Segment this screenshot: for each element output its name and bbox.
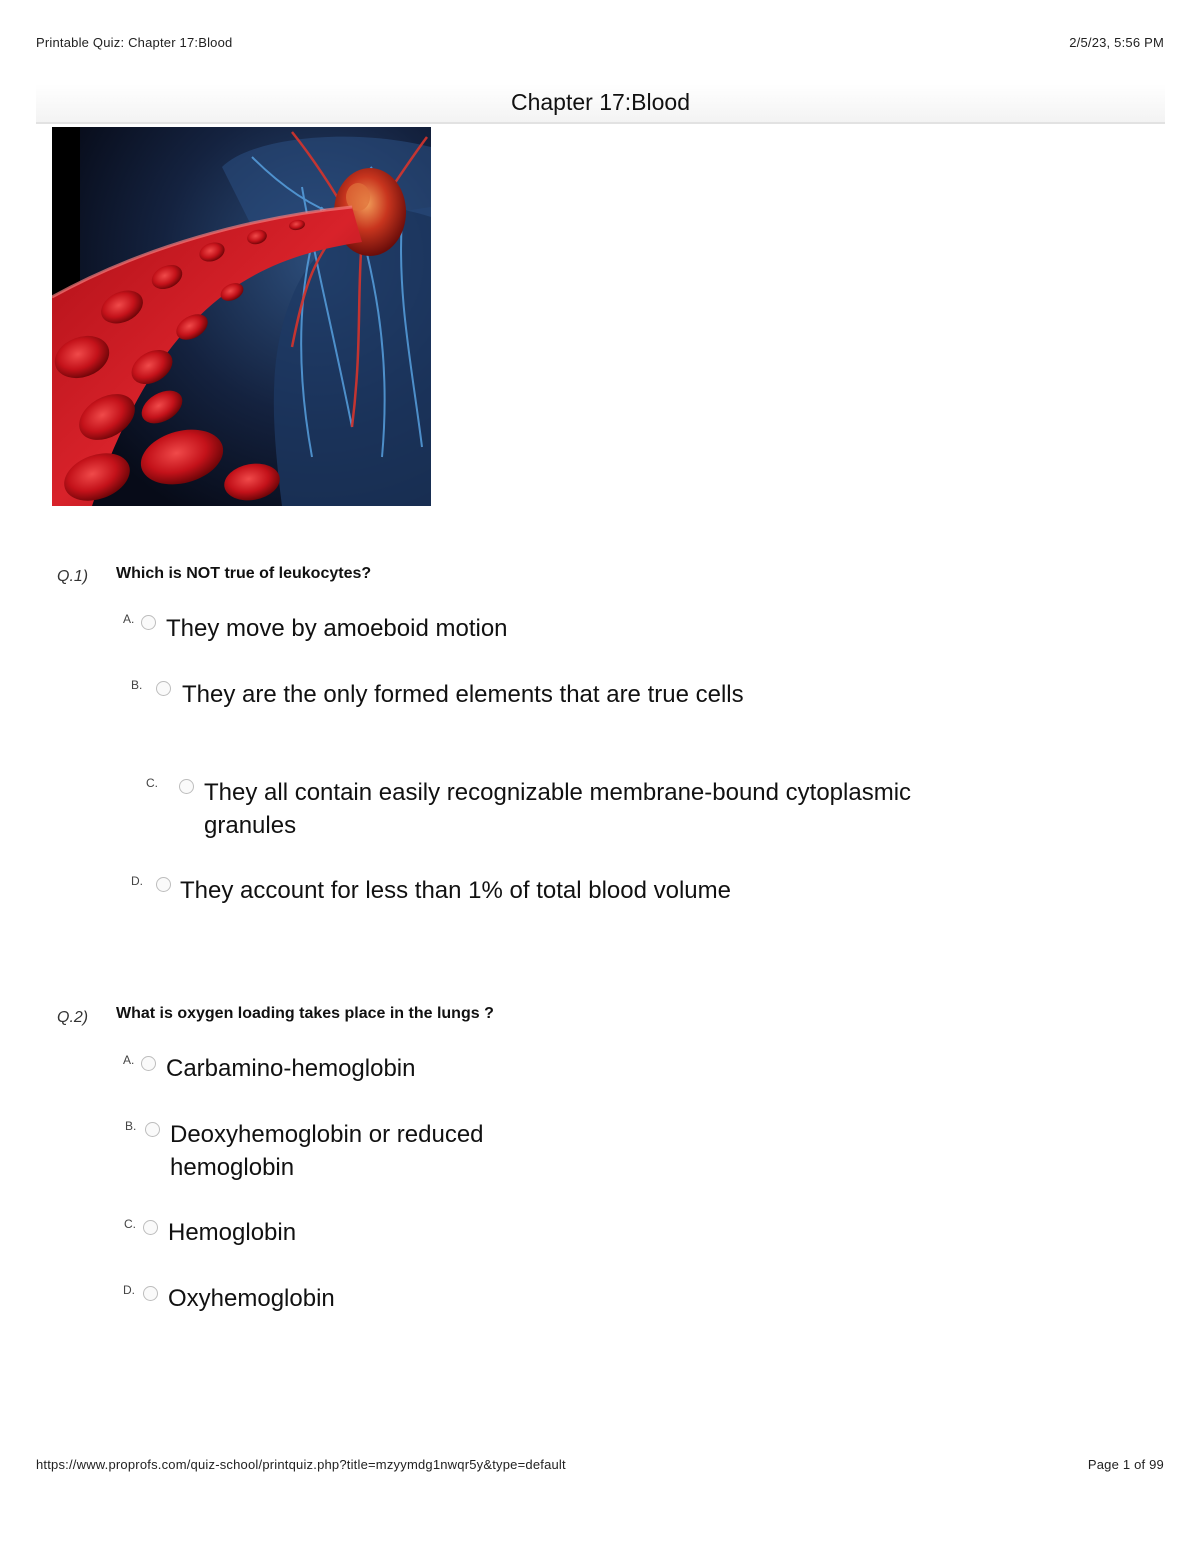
print-footer-url: https://www.proprofs.com/quiz-school/printquiz.php?title=mzyymdg1nwqr5y&type=default (36, 1457, 566, 1472)
quiz-title: Chapter 17:Blood (510, 89, 690, 115)
quiz-cover-image (52, 127, 431, 506)
option-radio-button[interactable] (156, 877, 171, 892)
question-text: What is oxygen loading takes place in the lungs ? (116, 1005, 494, 1022)
option-text: Oxyhemoglobin (168, 1285, 335, 1312)
option-radio-button[interactable] (143, 1220, 158, 1235)
option-text: Hemoglobin (168, 1219, 297, 1246)
option-letter: A. (123, 1053, 135, 1067)
option-text: Carbamino-hemoglobin (166, 1055, 416, 1082)
print-footer-page-number: Page 1 of 99 (1087, 1457, 1164, 1472)
option-radio-button[interactable] (141, 615, 156, 630)
question-number: Q.2) (57, 1009, 89, 1026)
option-letter: C. (146, 776, 158, 790)
option-radio-button[interactable] (156, 681, 171, 696)
question-text: Which is NOT true of leukocytes? (116, 565, 372, 582)
option-letter: B. (125, 1119, 137, 1133)
option-radio-button[interactable] (179, 779, 194, 794)
option-letter: A. (123, 612, 135, 626)
option-radio-button[interactable] (145, 1122, 160, 1137)
question-number: Q.1) (57, 568, 89, 585)
quiz-title-bar (36, 84, 1165, 124)
option-text: They move by amoeboid motion (166, 615, 508, 642)
print-header-title: Printable Quiz: Chapter 17:Blood (36, 35, 233, 50)
option-letter: D. (131, 874, 143, 888)
option-text: They all contain easily recognizable membrane-bound cytoplasmic granules (204, 779, 912, 839)
option-text: They account for less than 1% of total blood volume (180, 877, 731, 904)
print-header-timestamp: 2/5/23, 5:56 PM (1069, 35, 1164, 50)
option-letter: B. (131, 678, 143, 692)
option-radio-button[interactable] (141, 1056, 156, 1071)
option-letter: D. (123, 1283, 135, 1297)
option-text: Deoxyhemoglobin or reduced hemoglobin (170, 1121, 484, 1181)
option-letter: C. (124, 1217, 136, 1231)
option-text: They are the only formed elements that are true cells (182, 681, 744, 708)
option-radio-button[interactable] (143, 1286, 158, 1301)
blood-heart-illustration (52, 127, 431, 506)
